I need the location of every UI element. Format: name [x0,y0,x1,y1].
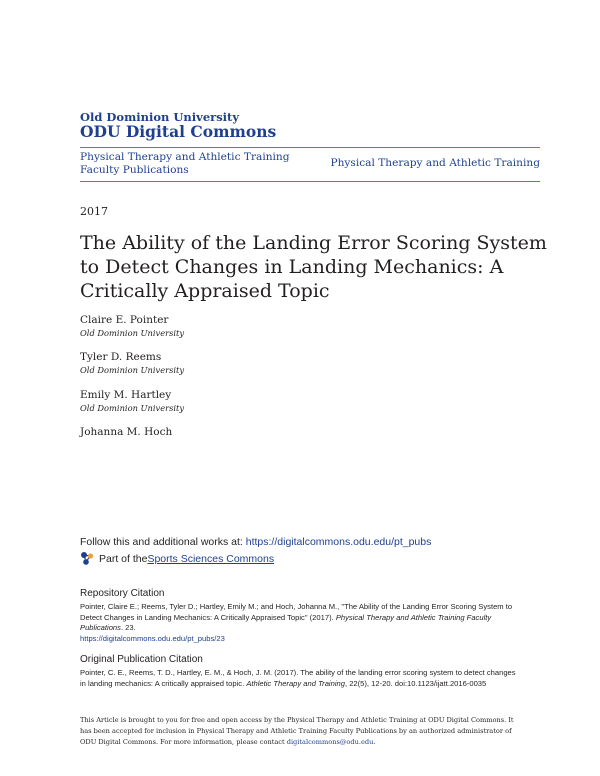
collection-url-link[interactable]: https://digitalcommons.odu.edu/pt_pubs [245,536,432,548]
repository-name[interactable]: ODU Digital Commons [80,122,277,141]
original-citation-heading: Original Publication Citation [80,654,203,665]
collections-top-rule [80,147,540,148]
author-name: Johanna M. Hoch [80,426,173,438]
footer-notice: This Article is brought to you for free and open access by the Physical Therapy and Athletic Training at ODU Digital Commons. It has been accepted for inclusion in Physical Therapy and Athletic Training Faculty Publications by an authorized administrator of ODU Digital Commons. For more information, please contact digitalcommons@odu.edu. [80,716,514,746]
publication-year: 2017 [80,205,108,218]
author-name: Tyler D. Reems [80,351,162,363]
collection-link-faculty-publications[interactable]: Physical Therapy and Athletic Training Faculty Publications [80,151,290,176]
author-name: Claire E. Pointer [80,314,169,326]
citation-journal: Athletic Therapy and Training [246,678,345,688]
collection-link-department[interactable]: Physical Therapy and Athletic Training [330,157,540,169]
author-affiliation: Old Dominion University [80,403,185,413]
follow-label: Follow this and additional works at: [80,536,246,548]
repository-citation-text: Pointer, Claire E.; Reems, Tyler D.; Hartley, Emily M.; and Hoch, Johanna M., "The Ability of the Landing Error Scoring System to Detect Changes in Landing Mechanics: A Critically Appraised Topic" (2017). Physical Therapy and Athletic Training Faculty Publications. 23. https://digitalcommons.odu.edu/pt_pubs/23 [80,602,513,643]
original-citation-text: Pointer, C. E., Reems, T. D., Hartley, E. M., & Hoch, J. M. (2017). The ability of the landing error scoring system to detect changes in landing mechanics: A critically appraised topic. Athletic Therapy and Training, 22(5), 12-20. doi:10.1123/ijatt.2016-0035 [80,668,516,688]
network-icon [80,551,95,566]
follow-line [80,536,431,548]
sports-sciences-commons-link[interactable]: Sports Sciences Commons [147,552,275,565]
part-of-label: Part of the [99,552,148,565]
citation-journal: Physical Therapy and Athletic Training Faculty Publications [80,612,492,632]
collections-bottom-rule [80,181,540,182]
author-affiliation: Old Dominion University [80,365,185,375]
author-name: Emily M. Hartley [80,389,172,401]
institution-name: Old Dominion University [80,110,240,124]
part-of-line [80,551,274,566]
author-affiliation: Old Dominion University [80,328,185,338]
citation-url-link[interactable]: https://digitalcommons.odu.edu/pt_pubs/23 [80,633,225,643]
page-title: The Ability of the Landing Error Scoring System to Detect Changes in Landing Mechanics: A Critically Appraised Topic [80,232,547,302]
contact-email-link[interactable]: digitalcommons@odu.edu [286,738,374,746]
repository-citation-heading: Repository Citation [80,588,165,599]
